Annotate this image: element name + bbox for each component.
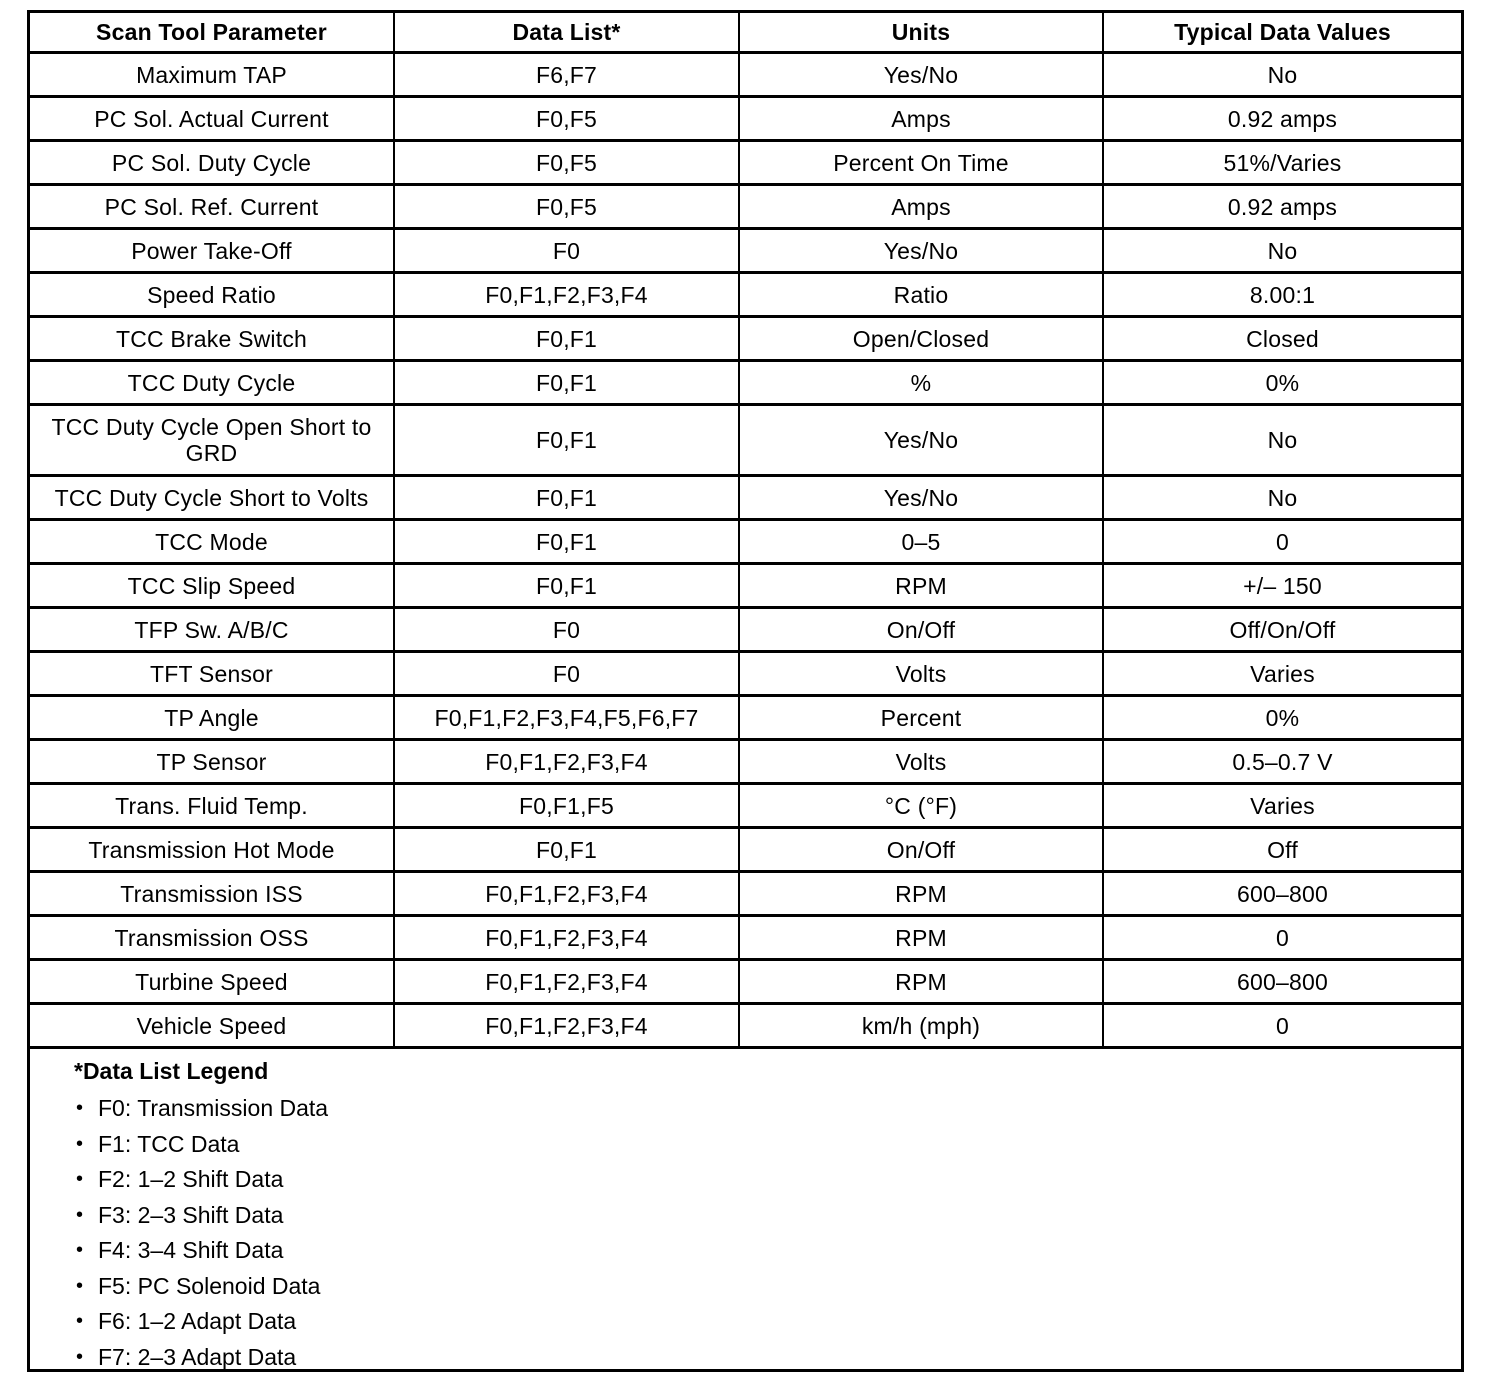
cell-typical-value: 600–800: [1103, 872, 1461, 916]
cell-typical-value: No: [1103, 53, 1461, 97]
cell-parameter: PC Sol. Duty Cycle: [30, 141, 394, 185]
table-row: [30, 53, 1461, 97]
cell-typical-value: 8.00:1: [1103, 273, 1461, 317]
cell-units: RPM: [739, 916, 1103, 960]
cell-data-list: F0,F1,F2,F3,F4: [394, 740, 739, 784]
cell-typical-value: No: [1103, 229, 1461, 273]
table-row: [30, 960, 1461, 1004]
cell-parameter: Speed Ratio: [30, 273, 394, 317]
cell-typical-value: No: [1103, 476, 1461, 520]
cell-parameter: TCC Duty Cycle: [30, 361, 394, 405]
table-row: [30, 97, 1461, 141]
table-row: [30, 520, 1461, 564]
bullet-icon: •: [76, 1203, 84, 1226]
table-row: [30, 564, 1461, 608]
table-row: [30, 652, 1461, 696]
legend-item-text: F4: 3–4 Shift Data: [98, 1237, 284, 1263]
cell-parameter: Trans. Fluid Temp.: [30, 784, 394, 828]
cell-units: On/Off: [739, 608, 1103, 652]
cell-data-list: F0,F1: [394, 520, 739, 564]
legend-item-text: F3: 2–3 Shift Data: [98, 1201, 284, 1228]
cell-parameter: TCC Mode: [30, 520, 394, 564]
cell-units: Amps: [739, 97, 1103, 141]
cell-data-list: F0: [394, 229, 739, 273]
cell-units: Yes/No: [739, 53, 1103, 97]
cell-units: Ratio: [739, 273, 1103, 317]
cell-typical-value: 0: [1103, 1004, 1461, 1048]
cell-typical-value: 600–800: [1103, 960, 1461, 1004]
cell-units: Volts: [739, 740, 1103, 784]
cell-typical-value: Off: [1103, 828, 1461, 872]
cell-data-list: F0,F1,F2,F3,F4: [394, 960, 739, 1004]
table-row: [30, 696, 1461, 740]
cell-parameter: Power Take-Off: [30, 229, 394, 273]
cell-typical-value: 0.5–0.7 V: [1103, 740, 1461, 784]
table-row: [30, 740, 1461, 784]
cell-typical-value: 0.92 amps: [1103, 185, 1461, 229]
column-header-typical-values: Typical Data Values: [1103, 13, 1461, 53]
legend-item: [74, 1233, 1461, 1269]
cell-units: %: [739, 361, 1103, 405]
cell-units: km/h (mph): [739, 1004, 1103, 1048]
legend-item: [74, 1127, 1461, 1163]
table-row: [30, 608, 1461, 652]
cell-typical-value: 0.92 amps: [1103, 97, 1461, 141]
table-row: [30, 229, 1461, 273]
cell-parameter: TFP Sw. A/B/C: [30, 608, 394, 652]
cell-data-list: F0: [394, 608, 739, 652]
cell-data-list: F0,F1,F2,F3,F4: [394, 273, 739, 317]
legend-item: [74, 1304, 1461, 1340]
legend-item: [74, 1269, 1461, 1305]
cell-data-list: F0,F1,F5: [394, 784, 739, 828]
cell-parameter: Maximum TAP: [30, 53, 394, 97]
bullet-icon: •: [76, 1310, 84, 1332]
table-row: [30, 784, 1461, 828]
cell-data-list: F0: [394, 652, 739, 696]
bullet-icon: •: [76, 1132, 84, 1155]
bullet-icon: •: [76, 1097, 84, 1119]
table-row: [30, 872, 1461, 916]
cell-parameter: Transmission OSS: [30, 916, 394, 960]
column-header-units: Units: [739, 13, 1103, 53]
cell-units: Open/Closed: [739, 317, 1103, 361]
cell-data-list: F0,F5: [394, 141, 739, 185]
cell-data-list: F0,F1,F2,F3,F4,F5,F6,F7: [394, 696, 739, 740]
cell-parameter: Turbine Speed: [30, 960, 394, 1004]
bullet-icon: •: [76, 1274, 84, 1297]
table-row: [30, 916, 1461, 960]
cell-data-list: F0,F1: [394, 564, 739, 608]
cell-typical-value: Closed: [1103, 317, 1461, 361]
table-row: [30, 273, 1461, 317]
cell-typical-value: Off/On/Off: [1103, 608, 1461, 652]
cell-data-list: F0,F1,F2,F3,F4: [394, 916, 739, 960]
cell-units: Yes/No: [739, 476, 1103, 520]
cell-typical-value: 0%: [1103, 696, 1461, 740]
cell-units: Yes/No: [739, 229, 1103, 273]
data-list-legend: [30, 1049, 1461, 1369]
cell-typical-value: +/– 150: [1103, 564, 1461, 608]
cell-parameter: PC Sol. Actual Current: [30, 97, 394, 141]
legend-item-text: F1: TCC Data: [98, 1130, 240, 1157]
legend-item-text: F6: 1–2 Adapt Data: [98, 1308, 297, 1334]
cell-data-list: F0,F5: [394, 97, 739, 141]
legend-title: *Data List Legend: [74, 1058, 269, 1084]
cell-units: 0–5: [739, 520, 1103, 564]
cell-parameter: TCC Slip Speed: [30, 564, 394, 608]
cell-typical-value: No: [1103, 405, 1461, 476]
cell-parameter: TFT Sensor: [30, 652, 394, 696]
table-row: [30, 361, 1461, 405]
cell-data-list: F0,F1,F2,F3,F4: [394, 1004, 739, 1048]
table-row: [30, 476, 1461, 520]
bullet-icon: •: [76, 1168, 84, 1190]
legend-list: [74, 1091, 1461, 1375]
cell-units: RPM: [739, 872, 1103, 916]
cell-typical-value: Varies: [1103, 784, 1461, 828]
cell-units: °C (°F): [739, 784, 1103, 828]
table-row: [30, 405, 1461, 476]
cell-units: On/Off: [739, 828, 1103, 872]
cell-units: Volts: [739, 652, 1103, 696]
legend-item: [74, 1340, 1461, 1376]
cell-units: Amps: [739, 185, 1103, 229]
cell-data-list: F6,F7: [394, 53, 739, 97]
cell-parameter: TP Sensor: [30, 740, 394, 784]
table-row: [30, 185, 1461, 229]
cell-data-list: F0,F1: [394, 405, 739, 476]
cell-typical-value: 0%: [1103, 361, 1461, 405]
bullet-icon: •: [76, 1345, 84, 1368]
cell-parameter: TCC Duty Cycle Open Short to GRD: [30, 405, 394, 476]
cell-typical-value: Varies: [1103, 652, 1461, 696]
cell-parameter: Transmission Hot Mode: [30, 828, 394, 872]
cell-parameter: TCC Duty Cycle Short to Volts: [30, 476, 394, 520]
cell-parameter: Vehicle Speed: [30, 1004, 394, 1048]
cell-data-list: F0,F1: [394, 317, 739, 361]
legend-item-text: F7: 2–3 Adapt Data: [98, 1343, 297, 1370]
cell-units: Percent On Time: [739, 141, 1103, 185]
column-header-parameter: Scan Tool Parameter: [30, 13, 394, 53]
cell-units: RPM: [739, 960, 1103, 1004]
legend-item-text: F2: 1–2 Shift Data: [98, 1166, 284, 1192]
cell-units: RPM: [739, 564, 1103, 608]
cell-parameter: PC Sol. Ref. Current: [30, 185, 394, 229]
cell-data-list: F0,F1: [394, 476, 739, 520]
cell-units: Yes/No: [739, 405, 1103, 476]
cell-data-list: F0,F1,F2,F3,F4: [394, 872, 739, 916]
cell-data-list: F0,F1: [394, 828, 739, 872]
cell-units: Percent: [739, 696, 1103, 740]
cell-parameter: Transmission ISS: [30, 872, 394, 916]
column-header-data-list: Data List*: [394, 13, 739, 53]
cell-parameter: TP Angle: [30, 696, 394, 740]
legend-item: [74, 1198, 1461, 1234]
table-body: [30, 53, 1461, 1048]
legend-item-text: F5: PC Solenoid Data: [98, 1272, 321, 1299]
cell-parameter: TCC Brake Switch: [30, 317, 394, 361]
legend-item-text: F0: Transmission Data: [98, 1095, 329, 1121]
table-row: [30, 828, 1461, 872]
cell-data-list: F0,F1: [394, 361, 739, 405]
scan-tool-parameter-table: [30, 13, 1461, 1049]
cell-data-list: F0,F5: [394, 185, 739, 229]
scan-tool-data-sheet: [27, 10, 1464, 1372]
legend-item: [74, 1162, 1461, 1198]
table-row: [30, 1004, 1461, 1048]
bullet-icon: •: [76, 1239, 84, 1261]
table-header-row: [30, 13, 1461, 53]
table-row: [30, 141, 1461, 185]
cell-typical-value: 0: [1103, 520, 1461, 564]
table-row: [30, 317, 1461, 361]
legend-item: [74, 1091, 1461, 1127]
cell-typical-value: 0: [1103, 916, 1461, 960]
cell-typical-value: 51%/Varies: [1103, 141, 1461, 185]
